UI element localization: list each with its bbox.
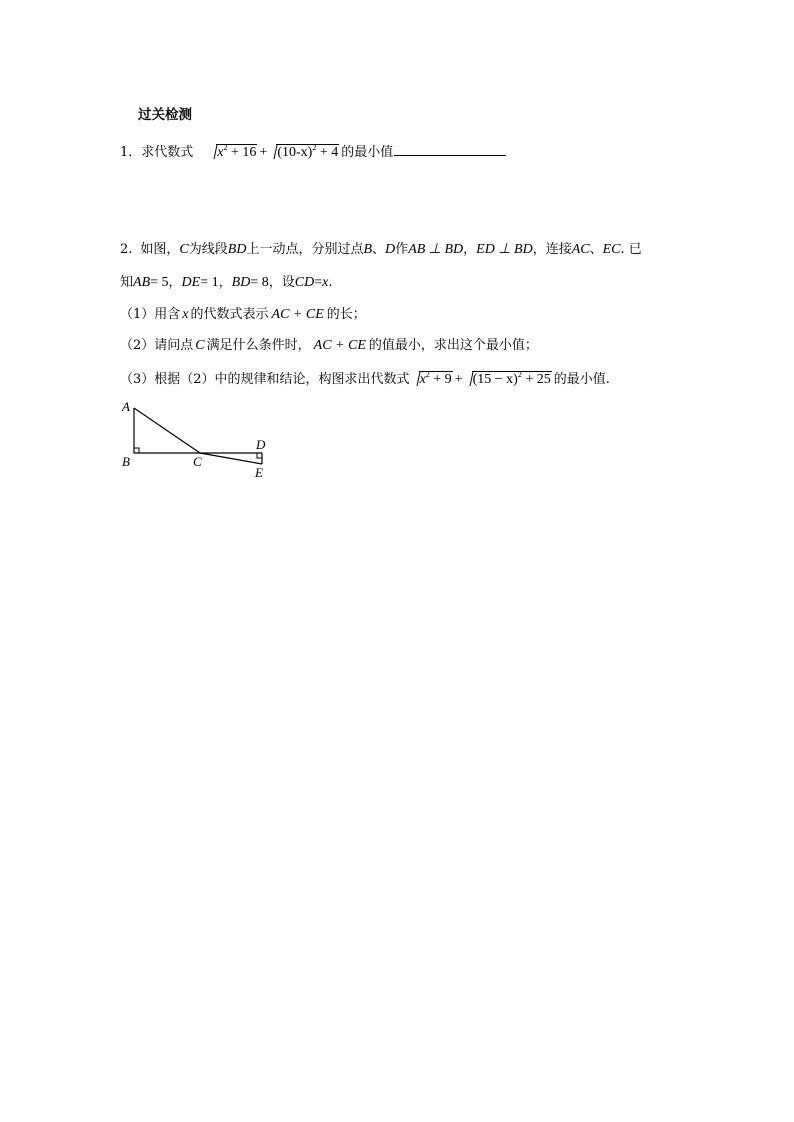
question-number: 2. <box>120 242 133 257</box>
question-1: 1． 求代数式 $x^2 + 16$ + $(10-x)^2 + 4$ 的最小值 <box>120 141 506 161</box>
question-2-part-1: （1） 用含 x 的代数式表示 AC + CE 的长； <box>120 307 366 322</box>
label-b: B <box>122 454 130 469</box>
question-2-part-3: （3） 根据（2）中的规律和结论，构图求出代数式 $x^2 + 9$ + $(15 - x)^2 + 25$ 的最小值. <box>120 370 610 387</box>
label-c: C <box>193 454 202 469</box>
label-e: E <box>255 465 263 480</box>
right-angle-mark-b <box>134 448 139 453</box>
question-2-line-2: 知 AB = 5 ， DE = 1 ， BD = 8 ，设 CD = x . <box>120 275 333 290</box>
sqrt-expression-a: $x^2 + 16$ <box>207 143 257 161</box>
section-title: 过关检测 <box>138 107 192 123</box>
segment-ac <box>134 408 200 453</box>
sqrt-expression-b: $(10-x)^2 + 4$ <box>267 143 339 161</box>
geometry-figure <box>115 395 285 485</box>
sqrt-expression-b: $(15 - x)^2 + 25$ <box>463 370 552 388</box>
label-a: A <box>122 399 130 414</box>
question-2-part-2: （2） 请问点 C 满足什么条件时， AC + CE 的值最小，求出这个最小值； <box>120 338 538 353</box>
question-2-line-1: 2. 如图， C 为线段 BD 上一动点，分别过点 B 、 D 作 AB ⊥ BD ， ED ⊥ BD ，连接 AC 、 EC . 已 <box>120 242 642 257</box>
sqrt-expression-a: $x^2 + 9$ <box>410 370 453 388</box>
label-d: D <box>256 437 266 452</box>
segment-ce <box>200 453 262 464</box>
question-text: 求代数式 <box>141 145 194 160</box>
question-text: 的最小值 <box>341 145 394 160</box>
question-number: 1． <box>120 145 142 160</box>
answer-blank[interactable] <box>394 154 506 156</box>
right-angle-mark-d <box>257 453 262 458</box>
